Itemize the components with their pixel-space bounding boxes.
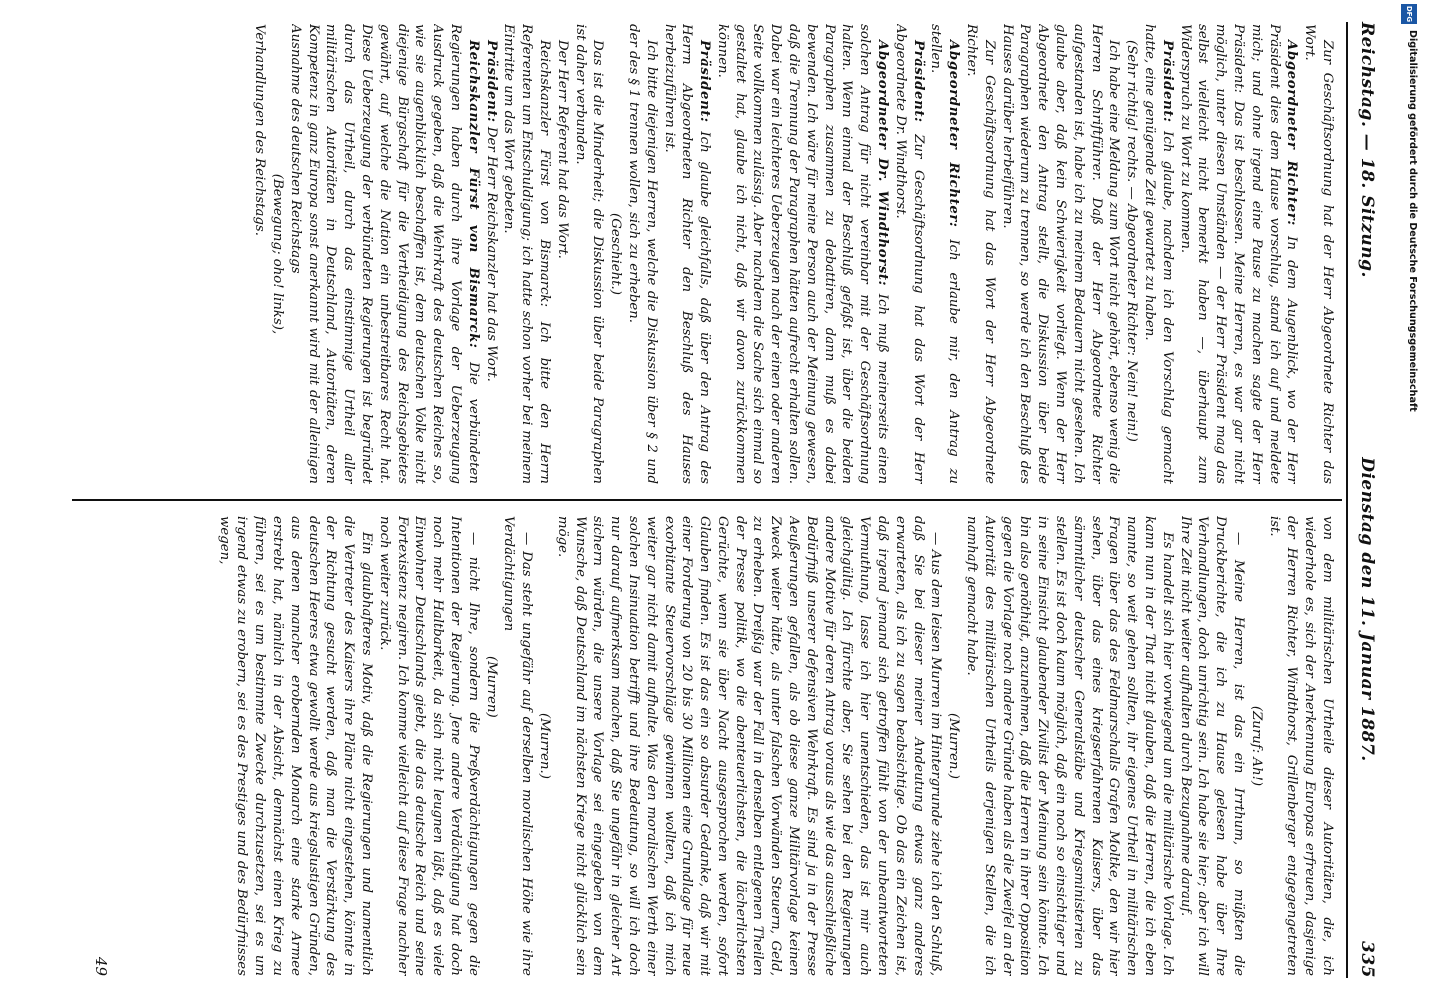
speech-paragraph xyxy=(713,24,891,484)
paragraph-text: Ich glaube, nachdem ich den Vorschlag gemacht hatte, eine genügende Zeit gewartet zu haben. xyxy=(1142,24,1175,484)
paragraph-text: (Bewegung; oho! links), xyxy=(269,173,285,335)
paragraph-text: Zur Geschäftsordnung hat das Wort der Herr Abgeordnete Richter. xyxy=(964,24,997,484)
paragraph xyxy=(1300,24,1336,484)
paragraph-text: (Geschieht.) xyxy=(608,213,624,295)
paragraph-text: Ich habe eine Meldung zum Wort nicht gehört, ebenso wenig die Herren Schriftführer. Daß der Herr Abgeordnete Richter aufgestanden ist, habe ich zu meinem Bedauern nicht gesehen. Ich glaube aber, daß kein Schwierigkeit vorliegt. Wenn der Herr Abgeordnete den Antrag stellt, die Diskussion über beide Paragraphen wiederum zu trennen, so werde ich den Beschluß des Hauses darüber herbeiführen. xyxy=(999,24,1122,484)
paragraph xyxy=(1265,516,1336,976)
speech-paragraph xyxy=(891,24,927,484)
paragraph-text: von dem militärischen Urtheile dieser Autoritäten, die, ich wiederhole es, sich der Anerkennung Europas erfreuen, dasjenige der Herren Richter, Windthorst, Grillenberger entgegengetreten ist. xyxy=(1266,516,1335,976)
paragraph xyxy=(962,24,998,484)
paragraph-text: (Murren.) xyxy=(946,713,962,779)
paragraph-text: Ich muß meinerseits einen solchen Antrag für nicht vereinbar mit der Geschäftsordnung halten. Wenn einmal der Beschluß gefaßt ist, über die beiden Paragraphen zusammen zu debattiren, dann muß es dabei bewenden. Ich wäre für meine Person auch der Meinung gewesen, daß die Trennung der Paragraphen hätten aufrecht erhalten sollen. Dabei war ein leichteres Ueberzeugen nach der einen oder anderen Seite vollkommen zulässig. Aber nachdem die Sache sich einmal so gestaltet hat, glaube ich nicht, daß wir davon zurückkommen können. xyxy=(714,24,891,484)
speech-paragraph xyxy=(660,24,713,484)
header-rule xyxy=(1346,22,1348,978)
paragraph-text: Verhandlungen des Reichstags. xyxy=(252,24,268,236)
paragraph-text: Der Herr Referent hat das Wort. xyxy=(554,40,570,259)
paragraph xyxy=(571,24,607,484)
speech-paragraph xyxy=(482,24,500,484)
running-head-date: Dienstag den 11. Januar 1887. xyxy=(1357,457,1377,762)
speech-paragraph xyxy=(500,24,553,484)
credit-text: Digitalisierung gefördert durch die Deutsche Forschungsgemeinschaft xyxy=(1407,30,1418,412)
paragraph-text: Zur Geschäftsordnung hat das Wort der Herr Abgeordnete Dr. Windthorst. xyxy=(892,24,926,484)
paragraph xyxy=(375,516,482,976)
speech-paragraph xyxy=(286,24,482,484)
paragraph xyxy=(553,516,945,976)
speaker-name: Abgeordneter Richter: xyxy=(1284,40,1300,226)
left-column xyxy=(66,24,1336,484)
paragraph-text: Ich erlaube mir, den Antrag zu stellen. xyxy=(928,24,962,484)
speech-paragraph xyxy=(927,24,963,484)
paragraph-text: Die verbündeten Regierungen haben durch ihre Vorlage der Ueberzeugung Ausdruck gegeben, daß die Wehrkraft des deutschen Reiches so, wie sie augenblicklich beschaffen ist, dem deutschen Volke nicht diejenige Bürgschaft für die Vertheidigung des Reichsgebietes gewährt, auf welche die Nation ein unbestreitbares Recht hat. Diese Ueberzeugung der verbündeten Regierungen ist begründet durch das Urtheil, durch das einstimmige Urtheil aller militärischen Autoritäten in Deutschland, Autoritäten, deren Kompetenz in ganz Europa sonst anerkannt wird mit der alleinigen Ausnahme des deutschen Reichstags xyxy=(287,24,481,484)
paragraph-text: Der Herr Reichskanzler hat das Wort. xyxy=(483,126,499,382)
paragraph xyxy=(553,24,571,484)
paragraph xyxy=(1122,24,1140,484)
paragraph-text: Es handelt sich hier vorwiegend um die militärische Vorlage. Ich kann nun in der That nicht glauben, daß die Herren, die ich eben nannte, so weit gehen sollten, ihr eigenes Urtheil in militärischen Fragen über das des Feldmarschalls Grafen Moltke, den wir hier sehen, über das eines kriegserfahrenen Kaisers, über das sämmtlicher deutscher Generalstäbe und Kriegsministerien zu stellen. Es ist doch kaum möglich, daß ein noch so einsichtiger und in seine Einsicht glaubender Zivilist der Meinung sein könnte. Ich bin also genöthigt, anzunehmen, daß die Herren in ihrer Opposition gegen die Vorlage noch andere Gründe haben als die Zweifel an der Autorität des militärischen Urtheils derjenigen Stellen, die ich namhaft gemacht habe. xyxy=(964,516,1175,976)
speaker-name: Reichskanzler Fürst von Bismarck: xyxy=(465,40,481,349)
paragraph-text: Das ist die Minderheit; die Diskussion über beide Paragraphen ist daher verbunden. xyxy=(572,24,606,484)
paragraph xyxy=(1176,516,1247,976)
paragraph-text: (Sehr richtig! rechts. — Abgeordneter Richter: Nein! nein!) xyxy=(1124,40,1140,442)
paragraph xyxy=(250,24,268,484)
paragraph-text: — Meine Herren, ist das ein Irrthum, so müßten die Druckberichte, die ich zu Hause gelesen habe über Ihre Verhandlungen, doch unrichtig sein. Ich habe sie hier; aber ich will Ihre Zeit nicht weiter aufhalten durch Bezugnahme darauf. xyxy=(1177,516,1247,976)
paragraph xyxy=(962,516,1176,976)
paragraph xyxy=(535,516,553,976)
paragraph xyxy=(624,24,660,484)
paragraph-text: — Aus dem leisen Murren im Hintergrunde ziehe ich den Schluß, daß Sie bei dieser meiner Andeutung etwas ganz anderes erwarteten, als ich zu sagen beabsichtige. Ob das ein Zeichen ist, daß irgend jemand sich getroffen fühlt von der unbeantworteten Vermuthung, lasse ich hier unentschieden, das ist mir auch gleichgültig. Ich fürchte aber, Sie sehen bei den Regierungen andere Motive für deren Antrag voraus als wie das ausschließliche Bedürfniß unserer defensiven Wehrkraft. Es sind ja in der Presse Aeußerungen gefallen, als ob diese ganze Militärvorlage keinen Zweck weiter hätte, als unter falschen Vorwänden Steuern, Geld, zu erheben. Dreißig war der Fall in denselben entlegenen Theilen der Presse politik, wo die abenteuerlichsten, die lächerlichsten Gerüchte, wenn sie über Nacht ausgesprochen werden, sofort Glauben finden. Es ist das ein so absurder Gedanke, daß wir mit einer Forderung von 20 bis 30 Millionen eine Grundlage für neue exorbitante Steuervorschläge gewinnen wollten, daß ich mich weiter gar nicht damit aufhalte. Was den moralischen Werth einer solchen Insinuation betrifft und ihre Bedeutung, so will ich doch nur darauf aufmerksam machen, daß Sie ungefähr in gleicher Art sichern würden, die unsere Vorlage sei eingegeben von dem Wunsche, daß Deutschland im nächsten Kriege nicht glücklich sein möge. xyxy=(554,516,944,976)
right-column xyxy=(66,516,1336,976)
dfg-logo-icon xyxy=(1401,4,1417,24)
running-head-left: Reichstag. — 18. Sitzung. xyxy=(1357,22,1377,278)
paragraph-text: — Das steht ungefähr auf derselben moralischen Höhe wie ihre Verdächtigungen xyxy=(501,516,535,976)
paragraph-text: (Murren.) xyxy=(536,713,552,779)
speaker-name: Präsident: xyxy=(1159,40,1175,123)
paragraph xyxy=(482,516,500,976)
paragraph xyxy=(215,516,375,976)
page-number: 335 xyxy=(1357,941,1377,978)
paragraph-text: Ich glaube gleichfalls, daß über den Antrag des Herrn Abgeordneten Richter den Beschluß des Hauses herbeizuführen ist. xyxy=(661,24,713,484)
speaker-name: Präsident: xyxy=(910,40,926,123)
paragraph-text: Zur Geschäftsordnung hat der Herr Abgeordnete Richter das Wort. xyxy=(1302,24,1335,484)
speaker-name: Abgeordneter Richter: xyxy=(946,40,962,228)
speaker-name: Abgeordneter Dr. Windthorst: xyxy=(875,40,891,287)
speech-paragraph xyxy=(1176,24,1301,484)
paragraph-text: Reichskanzler Fürst von Bismarck: Ich bitte den Herrn Referenten um Entschuldigung; ich hatte schon vorher bei meinem Eintritte um das Wort gebeten. xyxy=(501,24,552,484)
paragraph-text: Ich bitte diejenigen Herren, welche die Diskussion über § 2 und der des § 1 trennen wollen, sich zu erheben. xyxy=(625,24,659,484)
paragraph-text: Ein glaubhafteres Motiv, daß die Regierungen und namentlich die Vertreter des Kaisers ihre Pläne nicht eingestehen, könnte in der Richtung gesucht werden, daß man die Verstärkung des deutschen Heeres etwa gewollt werde aus kriegslustigen Gründen, aus denen mancher erobernden Monarch eine starke Armee erstrebt hat, nämlich in der Absicht, demnächst einen Krieg zu führen, sei es um bestimmte Zwecke durchzusetzen, sei es um irgend etwas zu erobern, sei es des Prestiges und des Bedürfnisses wegen, xyxy=(216,516,374,976)
paragraph xyxy=(500,516,536,976)
paragraph xyxy=(606,24,624,484)
dfg-logo-text: DFG xyxy=(1405,5,1413,23)
paragraph xyxy=(944,516,962,976)
paragraph xyxy=(998,24,1123,484)
digitization-sidebar xyxy=(1392,0,1432,1000)
speaker-name: Präsident: xyxy=(697,40,713,123)
sheet-number: 49 xyxy=(92,956,110,976)
paragraph-text: In dem Augenblick, wo der Herr Präsident dies dem Hause vorschlug, stand ich auf und meldete mich; und ohne irgend eine Pause zu machen sagte der Herr Präsident: Das ist beschlossen. Meine Herren, es war gar nicht möglich, unter diesen Umständen — der Herr Präsident mag das selbst vielleicht nicht bemerkt haben —, überhaupt zum Widerspruch zu Wort zu kommen. xyxy=(1177,24,1300,484)
scanned-page xyxy=(50,0,1390,1000)
paragraph-text: (Murren) xyxy=(483,656,499,718)
speaker-name: Präsident: xyxy=(483,40,499,123)
running-head xyxy=(1352,22,1382,978)
speech-paragraph xyxy=(1140,24,1176,484)
paragraph-text: — nicht Ihre, sondern die Preßverdächtigungen gegen die Intentionen der Regierung. Jene andere Verdächtigung hat doch noch mehr Haltbarkeit, da sich nicht leugnen läßt, daß es viele Einwohner Deutschlands giebt, die das deutsche Reich und seine Fortexistenz negiren. Ich komme vielleicht auf diese Frage nachher noch weiter zurück. xyxy=(376,516,481,976)
paragraph xyxy=(1247,516,1265,976)
paragraph xyxy=(268,24,286,484)
paragraph-text: (Zuruf: Ah!) xyxy=(1248,705,1264,787)
column-divider xyxy=(72,499,1342,501)
